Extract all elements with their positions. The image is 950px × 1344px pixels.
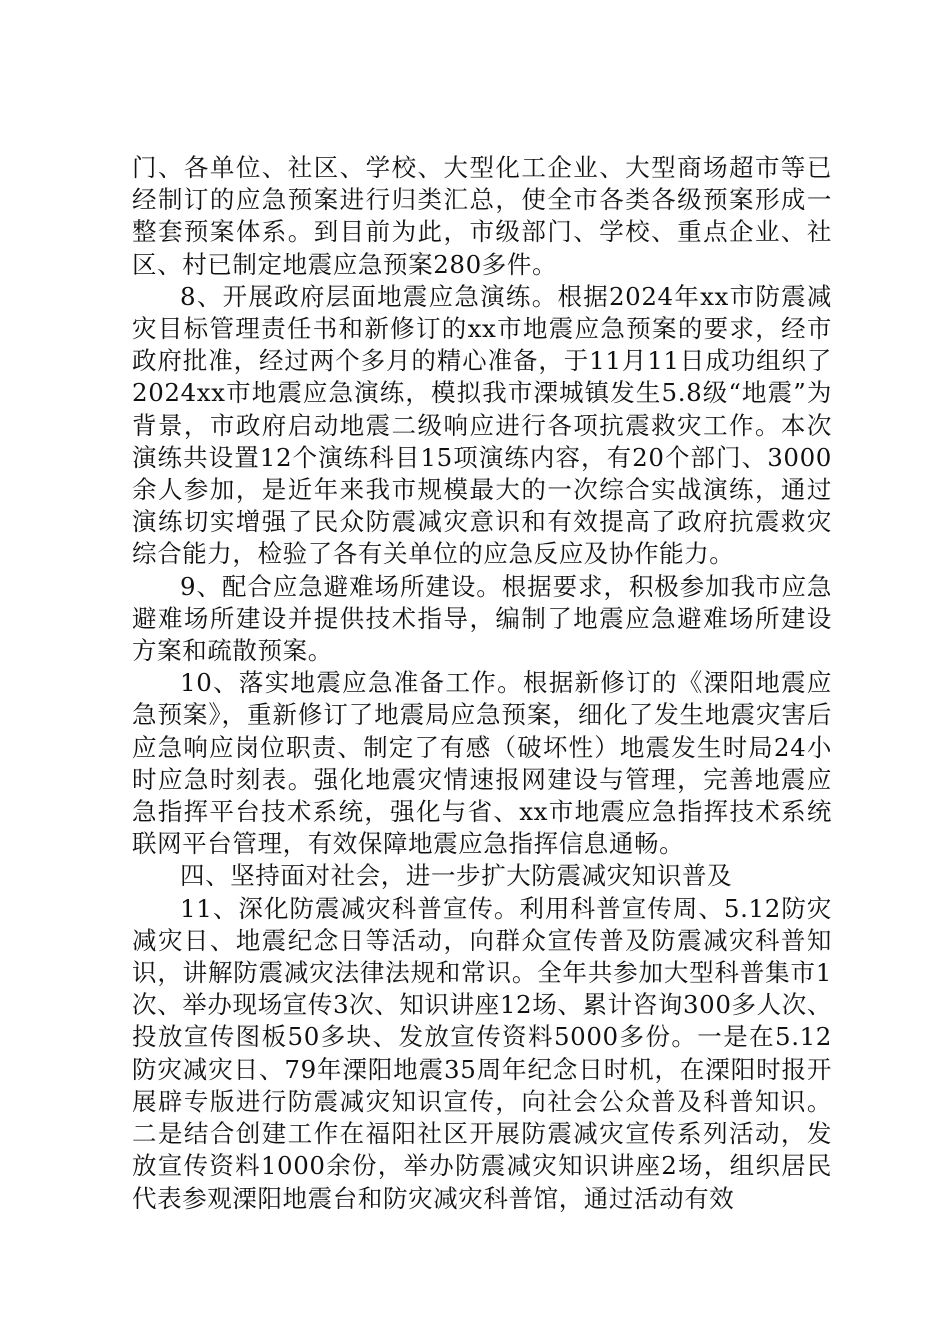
paragraph-item-11: 11、深化防震减灾科普宣传。利用科普宣传周、5.12防灾减灾日、地震纪念日等活动，向群众宣传普及防震减灾科普知识，讲解防震减灾法律法规和常识。全年共参加大型科普集市1次、举办现场宣传3次、知识讲座12场、累计咨询300多人次、投放宣传图板50多块、发放宣传资料5000多份。一是在5.12防灾减灾日、79年溧阳地震35周年纪念日时机，在溧阳时报开展辟专版进行防震减灾知识宣传，向社会公众普及科普知识。二是结合创建工作在福阳社区开展防震减灾宣传系列活动，发放宣传资料1000余份，举办防震减灾知识讲座2场，组织居民代表参观溧阳地震台和防灾减灾科普馆，通过活动有效 [132,893,832,1213]
paragraph-item-9: 9、配合应急避难场所建设。根据要求，积极参加我市应急避难场所建设并提供技术指导，编制了地震应急避难场所建设方案和疏散预案。 [132,571,832,666]
paragraph-item-8: 8、开展政府层面地震应急演练。根据2024年xx市防震减灾目标管理责任书和新修订的xx市地震应急预案的要求，经市政府批准，经过两个多月的精心准备，于11月11日成功组织了2024xx市地震应急演练，模拟我市溧城镇发生5.8级“地震”为背景，市政府启动地震二级响应进行各项抗震救灾工作。本次演练共设置12个演练科目15项演练内容，有20个部门、3000余人参加，是近年来我市规模最大的一次综合实战演练，通过演练切实增强了民众防震减灾意识和有效提高了政府抗震救灾综合能力，检验了各有关单位的应急反应及协作能力。 [132,281,832,569]
paragraph-continuation: 门、各单位、社区、学校、大型化工企业、大型商场超市等已经制订的应急预案进行归类汇总，使全市各类各级预案形成一整套预案体系。到目前为此，市级部门、学校、重点企业、社区、村已制定地震应急预案280多件。 [132,153,832,279]
paragraph-item-10: 10、落实地震应急准备工作。根据新修订的《溧阳地震应急预案》，重新修订了地震局应急预案，细化了发生地震灾害后应急响应岗位职责、制定了有感（破坏性）地震发生时局24小时应急时刻表。强化地震灾情速报网建设与管理，完善地震应急指挥平台技术系统，强化与省、xx市地震应急指挥技术系统联网平台管理，有效保障地震应急指挥信息通畅。 [132,668,832,859]
document-body [132,152,832,1215]
section-heading-4: 四、坚持面对社会，进一步扩大防震减灾知识普及 [180,861,733,891]
